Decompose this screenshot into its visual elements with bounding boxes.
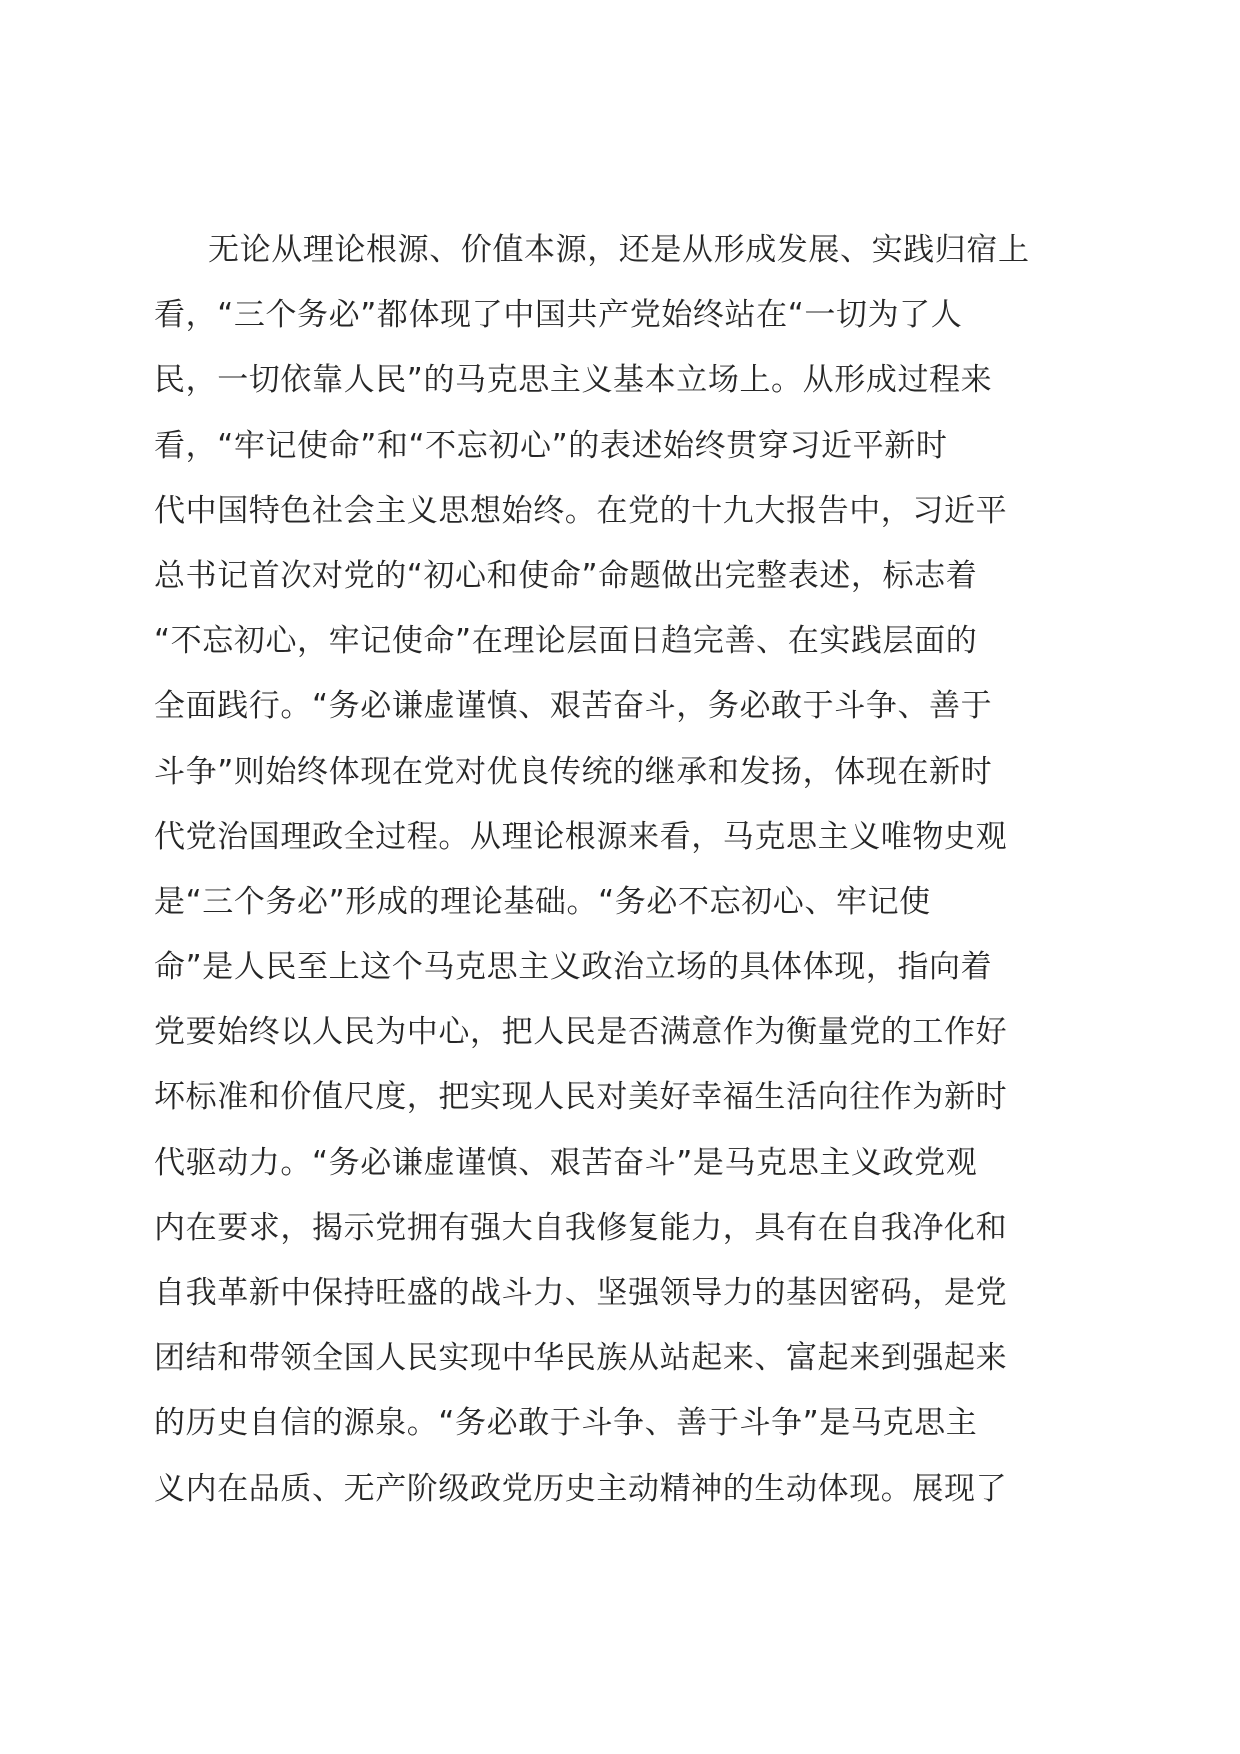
- text-line: 义内在品质、无产阶级政党历史主动精神的生动体现。展现了: [154, 1470, 1008, 1507]
- text-line: 无论从理论根源、价值本源，还是从形成发展、实践归宿上: [208, 232, 1030, 268]
- text-line: 看，“三个务必”都体现了中国共产党始终站在“一切为了人: [154, 297, 963, 334]
- text-line: 总书记首次对党的“初心和使命”命题做出完整表述，标志着: [154, 557, 978, 594]
- text-line: 命”是人民至上这个马克思主义政治立场的具体体现，指向着: [154, 949, 993, 986]
- text-line: 代中国特色社会主义思想始终。在党的十九大报告中，习近平: [154, 492, 1008, 529]
- text-line: 全面践行。“务必谦虚谨慎、艰苦奋斗，务必敢于斗争、善于: [154, 688, 993, 725]
- text-line: 自我革新中保持旺盛的战斗力、坚强领导力的基因密码，是党: [154, 1275, 1008, 1311]
- text-line: 民，一切依靠人民”的马克思主义基本立场上。从形成过程来: [154, 362, 993, 399]
- text-line: 斗争”则始终体现在党对优良传统的继承和发扬，体现在新时: [154, 753, 993, 790]
- text-line: 代党治国理政全过程。从理论根源来看，马克思主义唯物史观: [154, 818, 1008, 855]
- text-line: 的历史自信的源泉。“务必敢于斗争、善于斗争”是马克思主: [154, 1405, 978, 1442]
- text-line: 是“三个务必”形成的理论基础。“务必不忘初心、牢记使: [154, 883, 931, 920]
- text-line: 内在要求，揭示党拥有强大自我修复能力，具有在自我净化和: [154, 1209, 1008, 1246]
- text-line: 看，“牢记使命”和“不忘初心”的表述始终贯穿习近平新时: [154, 427, 948, 464]
- text-line: “不忘初心，牢记使命”在理论层面日趋完善、在实践层面的: [154, 623, 978, 660]
- text-line: 坏标准和价值尺度，把实现人民对美好幸福生活向往作为新时: [154, 1079, 1008, 1116]
- body-paragraph: [154, 218, 1094, 1522]
- text-line: 团结和带领全国人民实现中华民族从站起来、富起来到强起来: [154, 1340, 1008, 1377]
- text-line: 党要始终以人民为中心，把人民是否满意作为衡量党的工作好: [154, 1014, 1008, 1051]
- text-line: 代驱动力。“务必谦虚谨慎、艰苦奋斗”是马克思主义政党观: [154, 1144, 978, 1181]
